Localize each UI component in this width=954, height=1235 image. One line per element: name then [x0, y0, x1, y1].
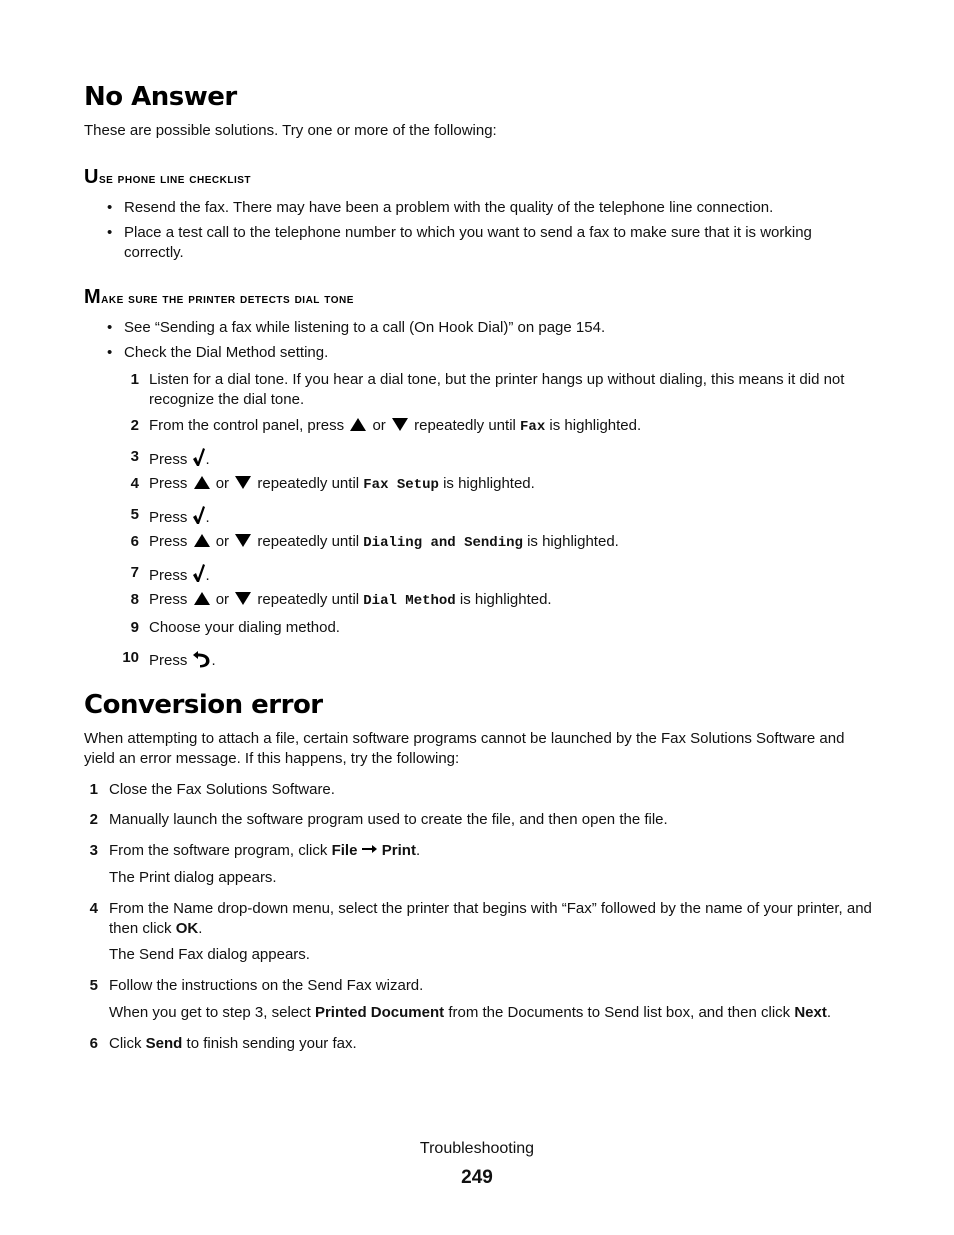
intro-conversion-error: When attempting to attach a file, certain software programs cannot be launched by the Fax Solutions Software and yield an error message. If this happens, try the following:: [84, 730, 845, 767]
subheading-dial-tone: Make sure the printer detects dial tone: [84, 286, 354, 308]
subheading-phone-line-checklist: Use phone line checklist: [84, 166, 252, 188]
conversion-step-5-note: When you get to step 3, select Printed Document from the Documents to Send list box, and then click Next.: [109, 1004, 832, 1021]
checkmark-icon: [192, 563, 206, 583]
up-arrow-icon: [350, 418, 366, 431]
down-arrow-icon: [235, 534, 251, 547]
up-arrow-icon: [194, 534, 210, 547]
intro-no-answer: These are possible solutions. Try one or more of the following:: [84, 122, 497, 139]
right-arrow-icon: [362, 844, 378, 854]
conversion-step-4-note: The Send Fax dialog appears.: [109, 946, 310, 963]
conversion-step-3-note: The Print dialog appears.: [109, 869, 277, 886]
heading-conversion-error: Conversion error: [84, 690, 323, 720]
down-arrow-icon: [235, 592, 251, 605]
bullet-icon: •: [107, 199, 113, 216]
document-page: No Answer These are possible solutions. Try one or more of the following: Use phone line checklist • Resend the fax. There may have been a problem with the quality of the telephone line connection. • Place a test call to the telephone number to which you want to send a fax to make sure that it is working correctly. Make sure the printer detects dial tone • See “Sending a fax while listening to a call (On Hook Dial)” on page 154. • Check the Dial Method setting. 1 Listen for a dial tone. If you hear a dial tone, but the printer hangs up without dialing, this means it did not recognize the dial tone. 2 From the control panel, press or repeatedly until Fax is highlighted. 3 Press . 4 Press or repeatedly until Fax Setup is highlighted. 5 Press . 6 Press or repeatedly until Dialing and Sending is highlighted. 7 Press . 8 Press or repeatedly until Dial Method is highlighted. 9 Choose your dialing method. 10 Press . Conversion error When attempting to attach a file, certain software programs cannot be launched by the Fax Solutions Software and yield an error message. If this happens, try the following: 1 Close the Fax Solutions Software. 2 Manually launch the software program used to create the file, and then open the file. 3 From the software program, click File Print. The Print dialog appears. 4 From the Name drop-down menu, select the printer that begins with “Fax” followed by the name of your printer, and then click OK. The Send Fax dialog appears. 5 Follow the instructions on the Send Fax wizard. When you get to step 3, select Printed Document from the Documents to Send list box, and then click Next. 6 Click Send to finish sending your fax. Troubleshooting 249: [0, 0, 954, 1235]
bullet-icon: •: [107, 224, 113, 241]
footer-section: Troubleshooting: [419, 1140, 535, 1157]
down-arrow-icon: [235, 476, 251, 489]
down-arrow-icon: [392, 418, 408, 431]
checkmark-icon: [192, 505, 206, 525]
back-icon: [192, 648, 212, 668]
up-arrow-icon: [194, 476, 210, 489]
checkmark-icon: [192, 447, 206, 467]
up-arrow-icon: [194, 592, 210, 605]
page-number: 249: [461, 1167, 493, 1188]
heading-no-answer: No Answer: [84, 82, 237, 112]
bullet-icon: •: [107, 344, 113, 361]
bullet-icon: •: [107, 319, 113, 336]
